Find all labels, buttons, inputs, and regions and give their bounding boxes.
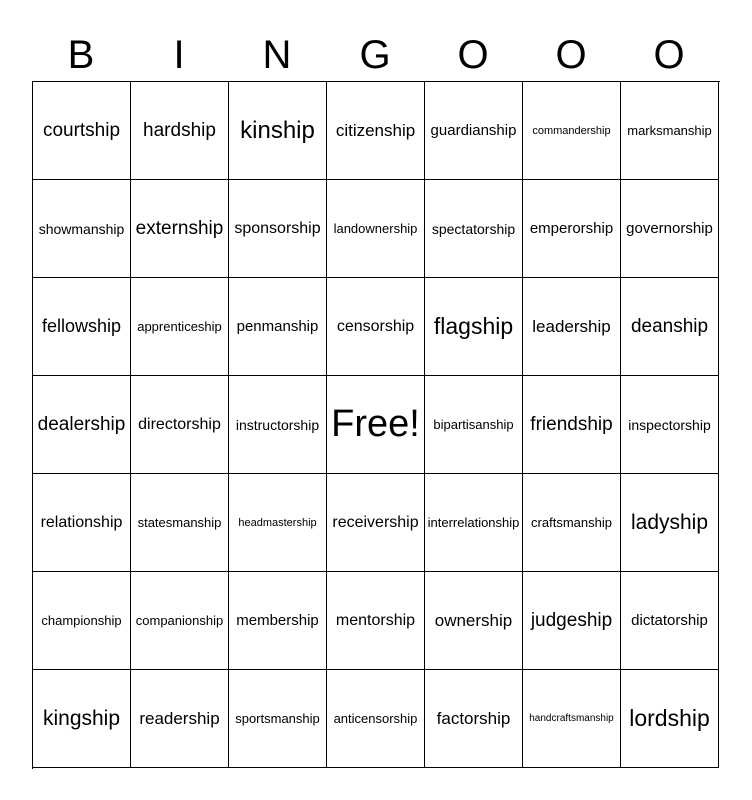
bingo-cell[interactable]: ownership [425, 572, 523, 670]
bingo-cell[interactable]: externship [131, 180, 229, 278]
bingo-cell[interactable]: handcraftsmanship [523, 670, 621, 768]
bingo-cell[interactable]: anticensorship [327, 670, 425, 768]
bingo-cell[interactable]: statesmanship [131, 474, 229, 572]
header-letter: O [653, 33, 685, 77]
bingo-cell[interactable]: spectatorship [425, 180, 523, 278]
bingo-cell[interactable]: ladyship [621, 474, 719, 572]
bingo-card-grid [32, 81, 720, 769]
bingo-cell[interactable]: showmanship [33, 180, 131, 278]
bingo-cell[interactable]: receivership [327, 474, 425, 572]
bingo-cell[interactable]: governorship [621, 180, 719, 278]
bingo-cell[interactable]: kinship [229, 82, 327, 180]
bingo-cell[interactable]: mentorship [327, 572, 425, 670]
bingo-cell[interactable]: inspectorship [621, 376, 719, 474]
header-letter: N [262, 33, 292, 77]
bingo-cell[interactable]: citizenship [327, 82, 425, 180]
bingo-cell[interactable]: emperorship [523, 180, 621, 278]
bingo-cell[interactable]: leadership [523, 278, 621, 376]
bingo-cell[interactable]: penmanship [229, 278, 327, 376]
bingo-cell[interactable]: flagship [425, 278, 523, 376]
bingo-cell[interactable]: companionship [131, 572, 229, 670]
bingo-cell[interactable]: headmastership [229, 474, 327, 572]
bingo-cell[interactable]: guardianship [425, 82, 523, 180]
bingo-cell[interactable]: dictatorship [621, 572, 719, 670]
bingo-cell[interactable]: kingship [33, 670, 131, 768]
bingo-cell[interactable]: interrelationship [425, 474, 523, 572]
bingo-cell[interactable]: craftsmanship [523, 474, 621, 572]
header-letter: I [173, 33, 185, 77]
bingo-cell[interactable]: deanship [621, 278, 719, 376]
bingo-cell[interactable]: apprenticeship [131, 278, 229, 376]
bingo-cell[interactable]: courtship [33, 82, 131, 180]
bingo-cell[interactable]: landownership [327, 180, 425, 278]
bingo-header [32, 30, 720, 80]
bingo-cell[interactable]: bipartisanship [425, 376, 523, 474]
header-letter: G [359, 33, 391, 77]
bingo-cell[interactable]: marksmanship [621, 82, 719, 180]
bingo-cell[interactable]: readership [131, 670, 229, 768]
bingo-cell[interactable]: directorship [131, 376, 229, 474]
header-letter: O [457, 33, 489, 77]
bingo-cell[interactable]: sponsorship [229, 180, 327, 278]
free-space-cell[interactable]: Free! [327, 376, 425, 474]
bingo-cell[interactable]: dealership [33, 376, 131, 474]
header-letter: B [67, 33, 95, 77]
bingo-cell[interactable]: censorship [327, 278, 425, 376]
bingo-cell[interactable]: lordship [621, 670, 719, 768]
bingo-cell[interactable]: commandership [523, 82, 621, 180]
bingo-cell[interactable]: sportsmanship [229, 670, 327, 768]
bingo-cell[interactable]: instructorship [229, 376, 327, 474]
bingo-cell[interactable]: judgeship [523, 572, 621, 670]
bingo-cell[interactable]: membership [229, 572, 327, 670]
bingo-cell[interactable]: friendship [523, 376, 621, 474]
bingo-cell[interactable]: factorship [425, 670, 523, 768]
bingo-cell[interactable]: hardship [131, 82, 229, 180]
header-letter: O [555, 33, 587, 77]
bingo-cell[interactable]: championship [33, 572, 131, 670]
bingo-cell[interactable]: relationship [33, 474, 131, 572]
bingo-cell[interactable]: fellowship [33, 278, 131, 376]
